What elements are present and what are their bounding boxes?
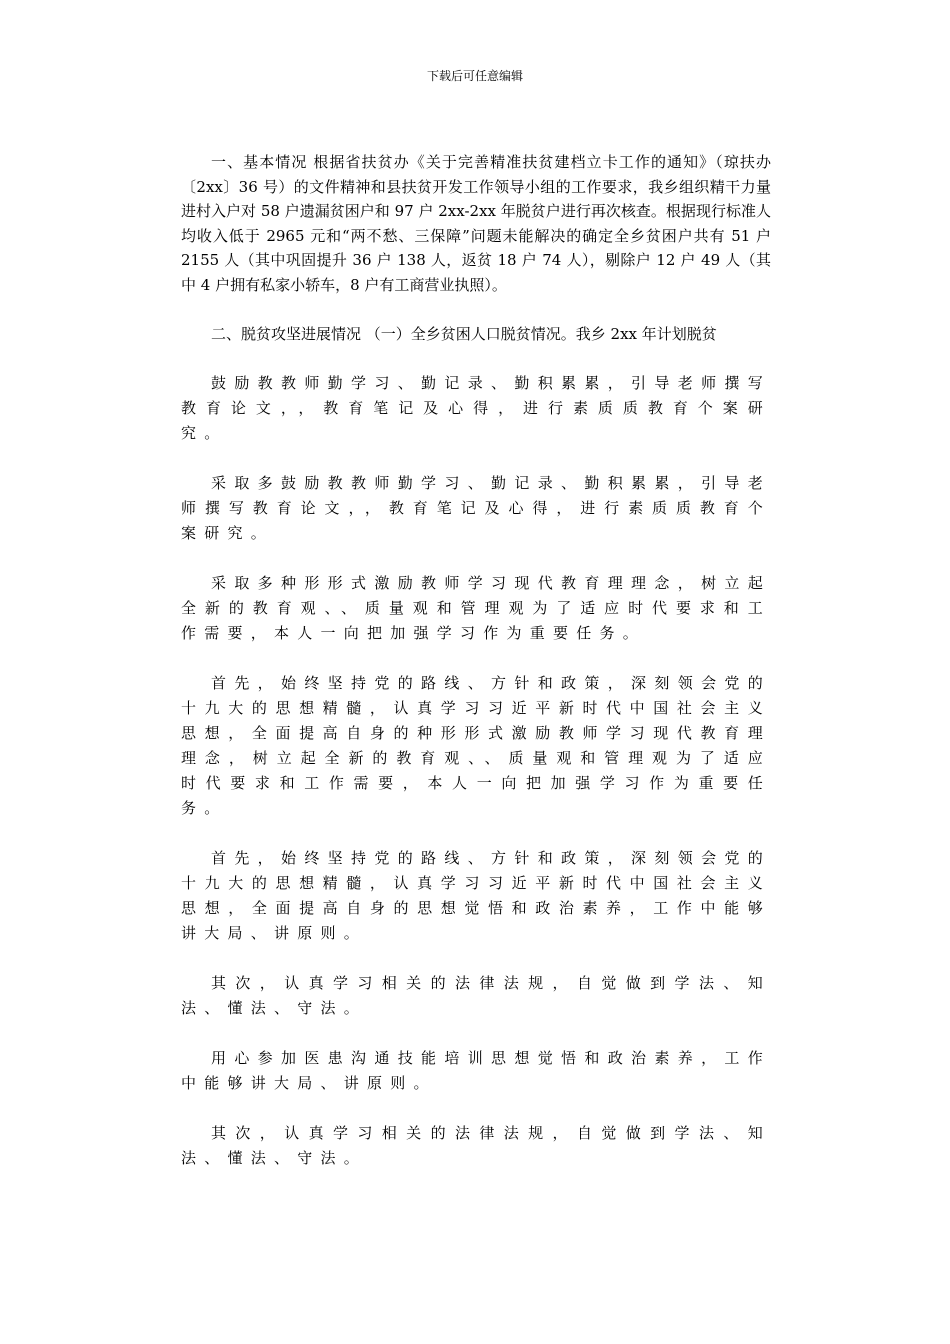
paragraph: 首先，始终坚持党的路线、方针和政策，深刻领会党的十九大的思想精髓，认真学习习近平新时代中国社会主义思想，全面提高自身的思想觉悟和政治素养，工作中能够讲大局、讲原则。: [181, 849, 771, 943]
paragraph: 用心参加医患沟通技能培训思想觉悟和政治素养，工作中能够讲大局、讲原则。: [181, 1049, 771, 1093]
paragraph-progress: 二、脱贫攻坚进展情况 （一）全乡贫困人口脱贫情况。我乡 2xx 年计划脱贫: [211, 324, 717, 343]
paragraph: 鼓励教教师勤学习、勤记录、勤积累累，引导老师撰写教育论文，，教育笔记及心得，进行素质质教育个案研究。: [181, 374, 771, 443]
paragraph: 其次，认真学习相关的法律法规，自觉做到学法、知法、懂法、守法。: [181, 974, 771, 1018]
paragraph-basic-situation: 一、基本情况 根据省扶贫办《关于完善精准扶贫建档立卡工作的通知》（琼扶办〔2xx〕36 号）的文件精神和县扶贫开发工作领导小组的工作要求，我乡组织精干力量进村入户对 58 户遗漏贫困户和 97 户 2xx-2xx 年脱贫户进行再次核查。根据现行标准人均收入低于 2965 元和“两不愁、三保障”问题未能解决的确定全乡贫困户共有 51 户 2155 人（其中巩固提升 36 户 138 人，返贫 18 户 74 人），剔除户 12 户 49 人（其中 4 户拥有私家小轿车，8 户有工商营业执照）。: [181, 153, 771, 294]
paragraph: 其次，认真学习相关的法律法规，自觉做到学法、知法、懂法、守法。: [181, 1124, 771, 1168]
document-body: [181, 150, 771, 1196]
paragraph: 采取多种形形式激励教师学习现代教育理理念，树立起全新的教育观、、质量观和管理观为了适应时代要求和工作需要，本人一向把加强学习作为重要任务。: [181, 574, 771, 643]
paragraph: 采取多鼓励教教师勤学习、勤记录、勤积累累，引导老师撰写教育论文，，教育笔记及心得，进行素质质教育个案研究。: [181, 474, 771, 543]
page-header: 下载后可任意编辑: [426, 69, 523, 83]
paragraph: 首先，始终坚持党的路线、方针和政策，深刻领会党的十九大的思想精髓，认真学习习近平新时代中国社会主义思想，全面提高自身的种形形式激励教师学习现代教育理理念，树立起全新的教育观、、质量观和管理观为了适应时代要求和工作需要，本人一向把加强学习作为重要任务。: [181, 674, 771, 818]
